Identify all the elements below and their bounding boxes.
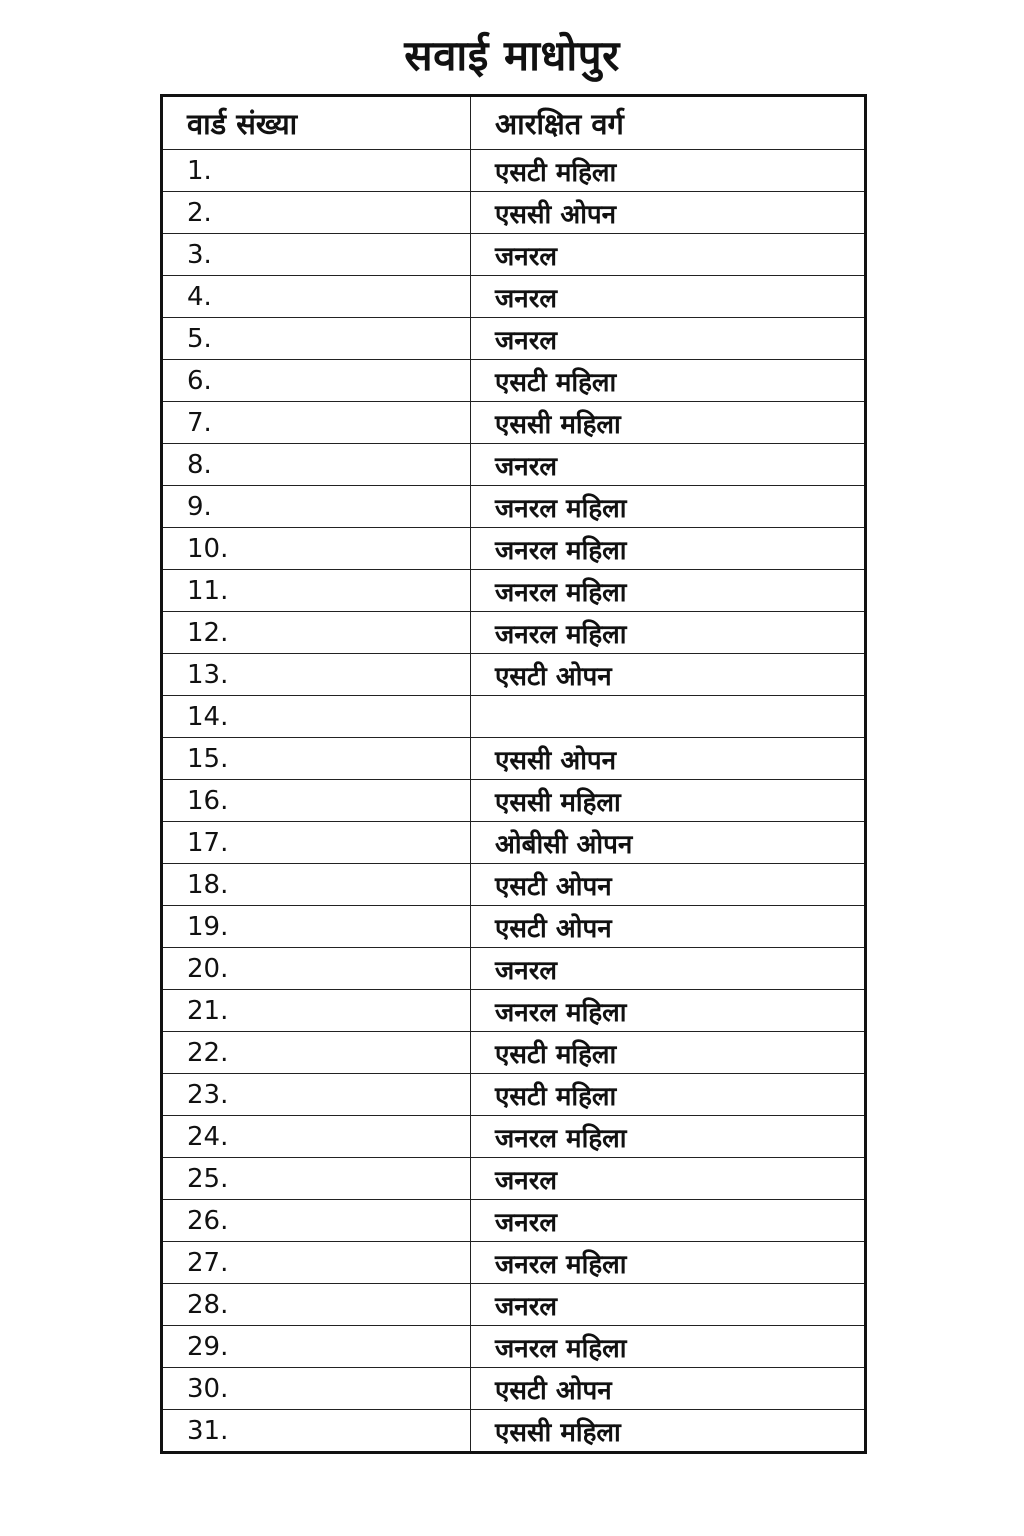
reserved-category-cell: एसटी महिला	[471, 360, 866, 402]
table-row	[162, 1368, 866, 1410]
reserved-category-cell: जनरल महिला	[471, 486, 866, 528]
ward-number-cell: 23.	[162, 1074, 471, 1116]
ward-number-cell: 9.	[162, 486, 471, 528]
reserved-category-cell	[471, 696, 866, 738]
table-row	[162, 738, 866, 780]
reserved-category-cell: जनरल महिला	[471, 612, 866, 654]
reserved-category-cell: जनरल महिला	[471, 1242, 866, 1284]
reserved-category-cell: एससी महिला	[471, 402, 866, 444]
reserved-category-cell: एसटी ओपन	[471, 906, 866, 948]
ward-number-cell: 19.	[162, 906, 471, 948]
reserved-category-cell: एसटी ओपन	[471, 864, 866, 906]
table-row	[162, 822, 866, 864]
ward-number-cell: 13.	[162, 654, 471, 696]
table-row	[162, 1074, 866, 1116]
ward-number-cell: 27.	[162, 1242, 471, 1284]
reserved-category-cell: एसटी महिला	[471, 1074, 866, 1116]
ward-number-cell: 7.	[162, 402, 471, 444]
ward-number-cell: 3.	[162, 234, 471, 276]
ward-number-cell: 16.	[162, 780, 471, 822]
table-row	[162, 486, 866, 528]
table-row	[162, 234, 866, 276]
ward-number-cell: 14.	[162, 696, 471, 738]
reserved-category-cell: जनरल महिला	[471, 528, 866, 570]
ward-number-cell: 24.	[162, 1116, 471, 1158]
ward-number-cell: 29.	[162, 1326, 471, 1368]
table-row	[162, 906, 866, 948]
ward-number-cell: 6.	[162, 360, 471, 402]
reserved-category-cell: जनरल महिला	[471, 1116, 866, 1158]
reserved-category-cell: जनरल	[471, 234, 866, 276]
table-row	[162, 654, 866, 696]
header-ward-number: वार्ड संख्या	[162, 96, 471, 150]
table-row	[162, 444, 866, 486]
reserved-category-cell: जनरल	[471, 1284, 866, 1326]
ward-number-cell: 4.	[162, 276, 471, 318]
reserved-category-cell: जनरल	[471, 1158, 866, 1200]
table-body	[162, 150, 866, 1453]
ward-number-cell: 5.	[162, 318, 471, 360]
ward-number-cell: 26.	[162, 1200, 471, 1242]
table-row	[162, 1242, 866, 1284]
table-row	[162, 1284, 866, 1326]
reserved-category-cell: एसटी महिला	[471, 1032, 866, 1074]
reserved-category-cell: ओबीसी ओपन	[471, 822, 866, 864]
table-row	[162, 948, 866, 990]
table-row	[162, 864, 866, 906]
reserved-category-cell: जनरल महिला	[471, 1326, 866, 1368]
table-row	[162, 1032, 866, 1074]
reserved-category-cell: जनरल महिला	[471, 570, 866, 612]
ward-number-cell: 28.	[162, 1284, 471, 1326]
page-title: सवाई माधोपुर	[404, 31, 620, 80]
ward-number-cell: 17.	[162, 822, 471, 864]
table-row	[162, 1200, 866, 1242]
ward-number-cell: 31.	[162, 1410, 471, 1453]
reserved-category-cell: जनरल	[471, 318, 866, 360]
ward-number-cell: 2.	[162, 192, 471, 234]
reserved-category-cell: जनरल	[471, 276, 866, 318]
reserved-category-cell: जनरल	[471, 1200, 866, 1242]
ward-number-cell: 22.	[162, 1032, 471, 1074]
table-row	[162, 570, 866, 612]
reserved-category-cell: एसटी ओपन	[471, 654, 866, 696]
reserved-category-cell: एसटी ओपन	[471, 1368, 866, 1410]
header-reserved-category: आरक्षित वर्ग	[471, 96, 866, 150]
ward-number-cell: 20.	[162, 948, 471, 990]
header-row	[162, 96, 866, 150]
reserved-category-cell: एससी महिला	[471, 1410, 866, 1453]
ward-number-cell: 21.	[162, 990, 471, 1032]
ward-number-cell: 15.	[162, 738, 471, 780]
reservation-table	[160, 94, 867, 1454]
ward-number-cell: 25.	[162, 1158, 471, 1200]
table-row	[162, 1410, 866, 1453]
ward-number-cell: 1.	[162, 150, 471, 192]
table-row	[162, 780, 866, 822]
reserved-category-cell: एससी ओपन	[471, 192, 866, 234]
table-row	[162, 990, 866, 1032]
table-row	[162, 696, 866, 738]
table-row	[162, 276, 866, 318]
table-row	[162, 402, 866, 444]
reserved-category-cell: एससी ओपन	[471, 738, 866, 780]
table-header	[162, 96, 866, 150]
table-row	[162, 318, 866, 360]
reserved-category-cell: एसटी महिला	[471, 150, 866, 192]
table-row	[162, 1116, 866, 1158]
ward-number-cell: 30.	[162, 1368, 471, 1410]
table-row	[162, 150, 866, 192]
table-row	[162, 1158, 866, 1200]
table-row	[162, 612, 866, 654]
reserved-category-cell: जनरल महिला	[471, 990, 866, 1032]
reserved-category-cell: जनरल	[471, 948, 866, 990]
reserved-category-cell: एससी महिला	[471, 780, 866, 822]
ward-number-cell: 10.	[162, 528, 471, 570]
table-row	[162, 192, 866, 234]
reserved-category-cell: जनरल	[471, 444, 866, 486]
table-row	[162, 1326, 866, 1368]
ward-number-cell: 11.	[162, 570, 471, 612]
ward-number-cell: 12.	[162, 612, 471, 654]
ward-number-cell: 18.	[162, 864, 471, 906]
table-row	[162, 528, 866, 570]
ward-number-cell: 8.	[162, 444, 471, 486]
table-row	[162, 360, 866, 402]
